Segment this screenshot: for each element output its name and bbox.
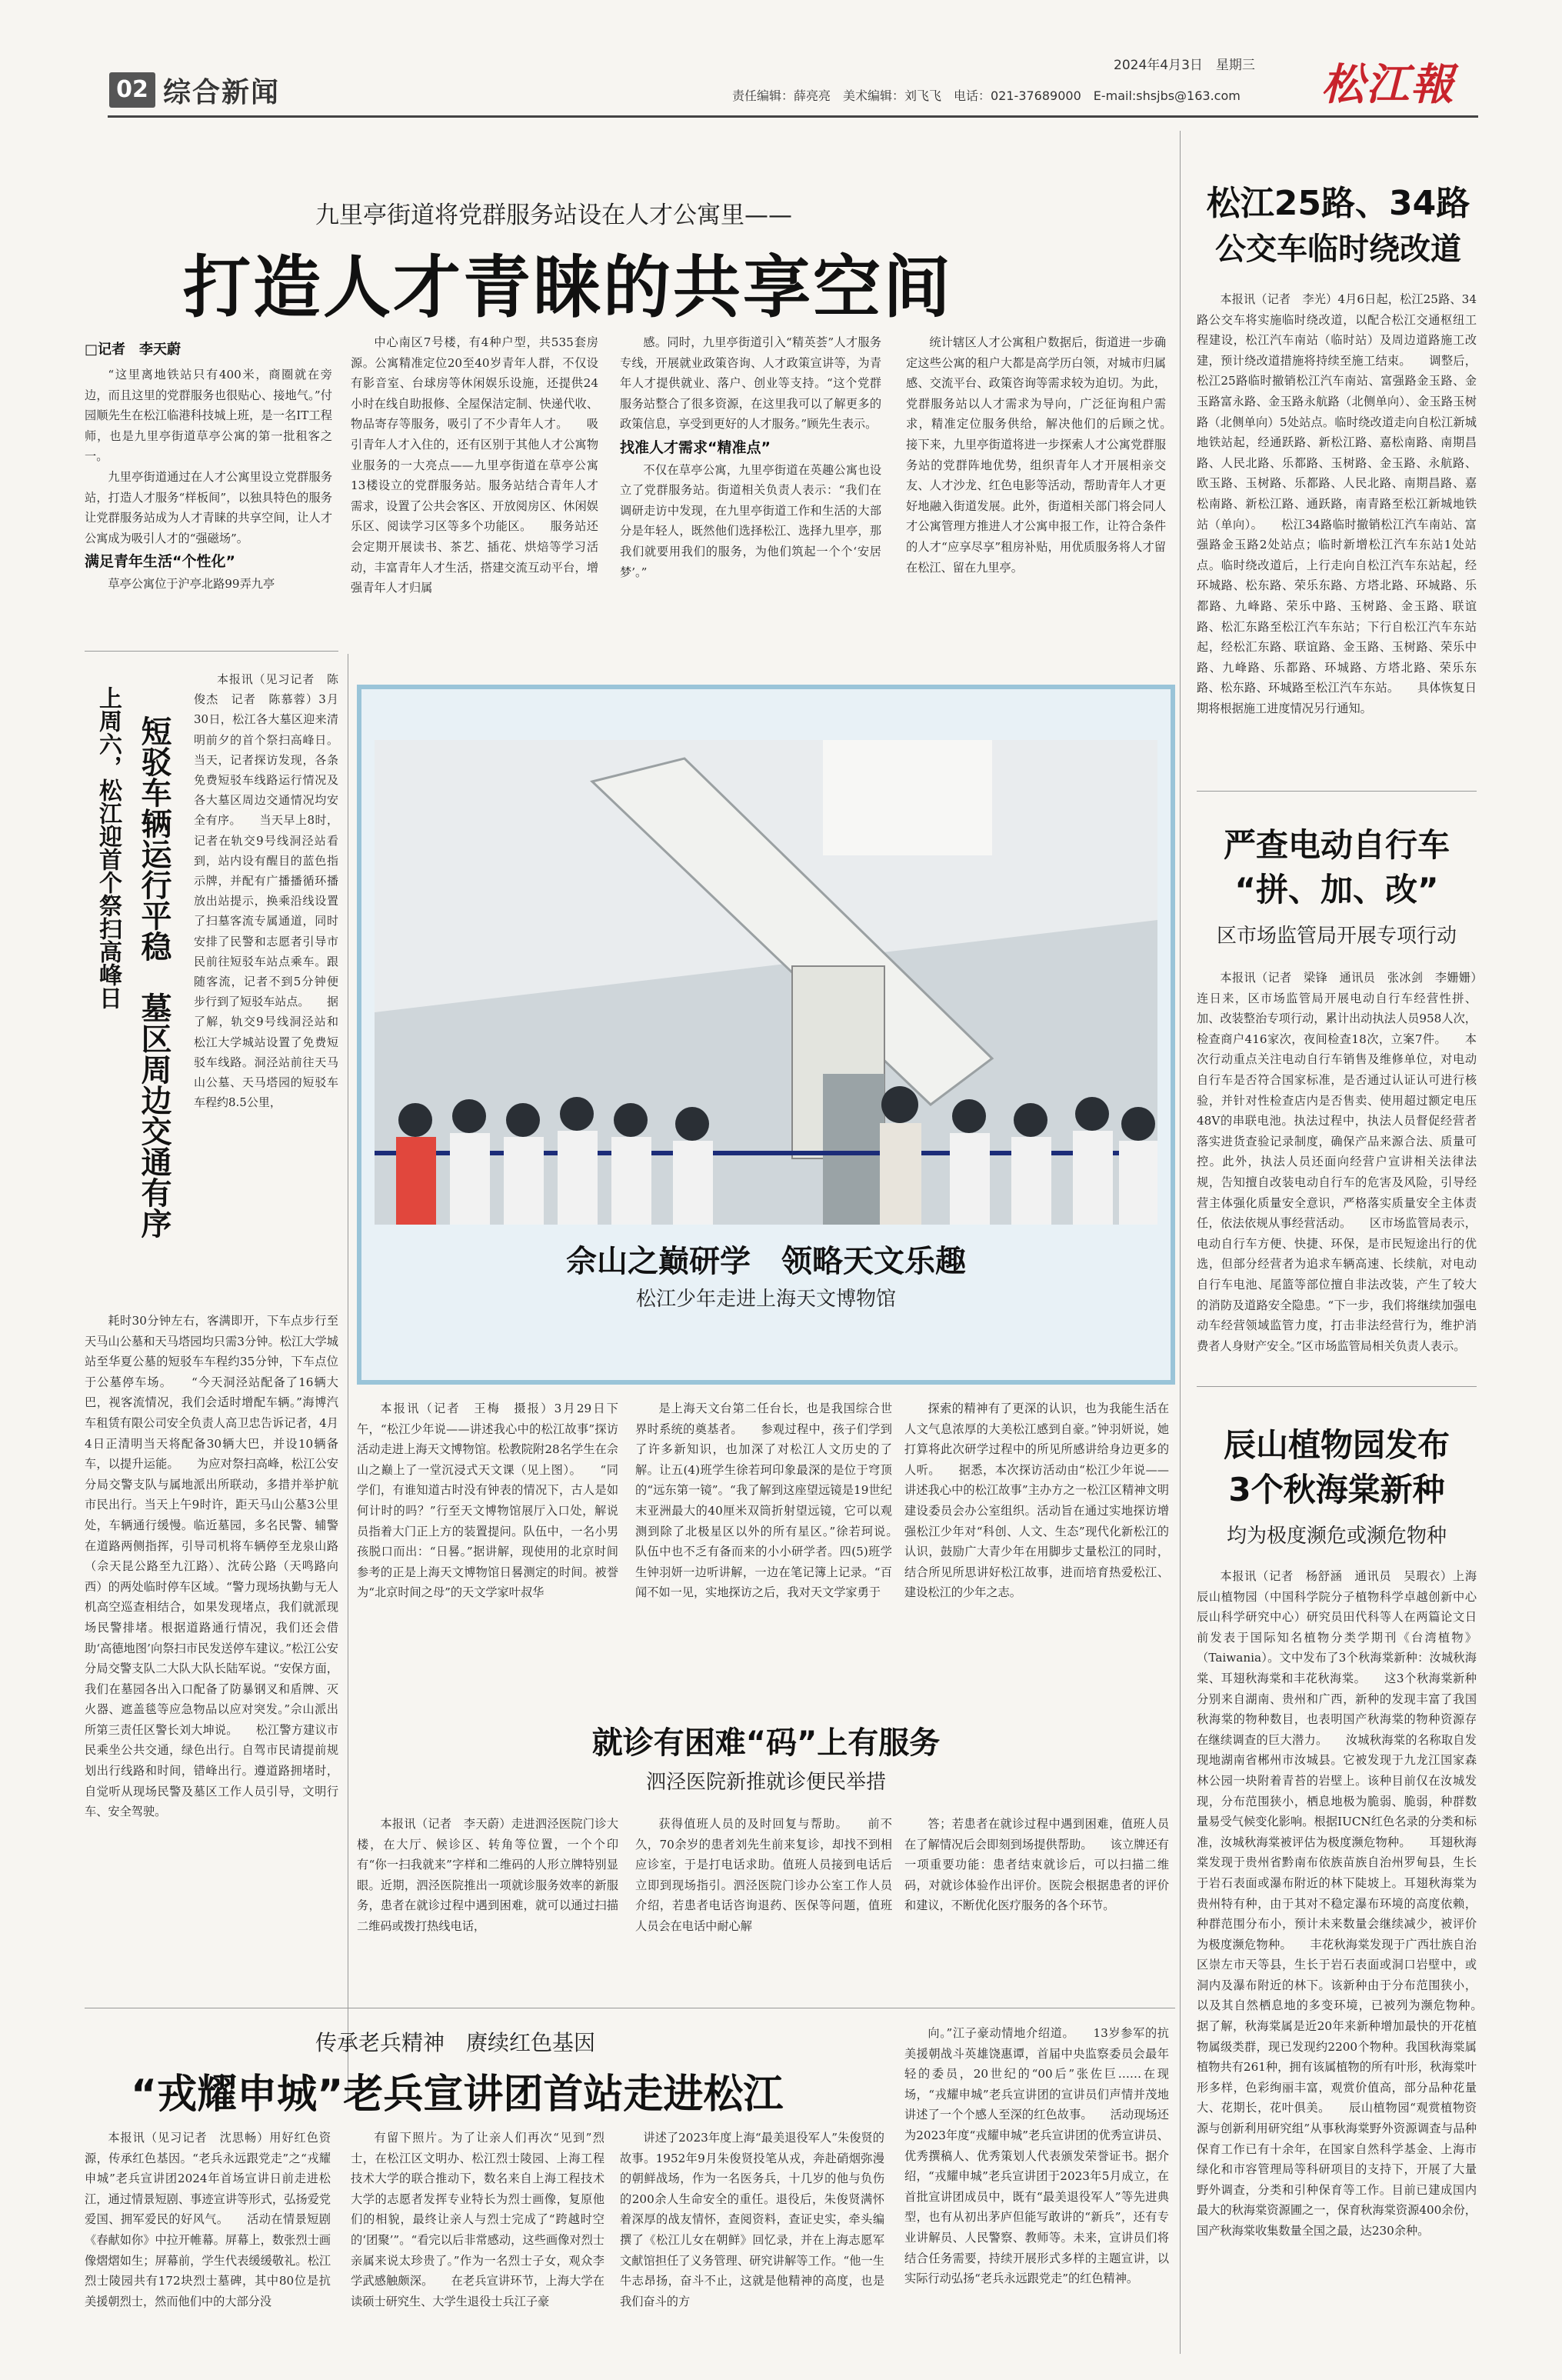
a1-para-2: 九里亭街道通过在人才公寓里设立党群服务站，打造人才服务“样板间”，以独具特色的服务让党群服务站成为人才青睐的共享空间，让人才公寓成为吸引人才的“强磁场”。 — [85, 469, 332, 545]
a7-top-rule — [1197, 1386, 1477, 1387]
student-head — [675, 1107, 709, 1141]
a4-column-1 — [357, 1398, 618, 1691]
a8-headline: “戎耀申城”老兵宣讲团首站走进松江 — [131, 2072, 784, 2118]
a3-vertical-title: 上周六，松江迎首个祭扫高峰日 — [95, 686, 122, 1009]
student-shirt — [1119, 1141, 1157, 1225]
student-shirt — [504, 1137, 544, 1225]
student-head — [614, 1103, 648, 1137]
a8-kicker: 传承老兵精神 赓续红色基因 — [315, 2030, 596, 2055]
a4-headline: 佘山之巅研学 领略天文乐趣 — [566, 1244, 966, 1279]
student-head — [1075, 1097, 1109, 1131]
a5-column-3 — [904, 1814, 1169, 1998]
a7-body — [1197, 1566, 1477, 2351]
dome-slit — [823, 740, 992, 855]
a4-c2-text: 是上海天文台第二任台长，也是我国综合世界时系统的奠基者。 参观过程中，孩子们学到了许多新知识，也加深了对松江人文历史的了解。让五(4)班学生徐若珂印象最深的是位于穹顶的“远东第一镜”。“我了解到这座望远镜是19世纪末亚洲最大的40厘米双筒折射望远镜，它可以观测到除了北极星区以外的所有星区。”徐若珂说。 队伍中也不乏有备而来的小小研学者。四(5)班学生钟羽妍一边听讲解，一边在笔记簿上记录。“百闻不如一见，实地探访之后，我对天文学家勇于 — [635, 1402, 892, 1600]
telescope-pier — [823, 1074, 884, 1225]
newspaper-logo: 松江報 — [1321, 59, 1455, 110]
student-head — [1014, 1103, 1047, 1137]
student-head — [1121, 1107, 1155, 1141]
a5-c3-text: 答；若患者在就诊过程中遇到困难，值班人员在了解情况后会即刻到场提供帮助。 该立牌还有一项重要功能：患者结束就诊后，可以扫描二维码，对就诊体验作出评价。医院会根据患者的评价和建议，不断优化医疗服务的各个环节。 — [904, 1817, 1169, 1913]
masthead-rule — [108, 115, 1478, 118]
a8-column-4 — [904, 2023, 1169, 2358]
a8-c3-text: 讲述了2023年度上海“最美退役军人”朱俊贤的故事。1952年9月朱俊贤投笔从戎，奔赴硝烟弥漫的朝鲜战场，作为一名医务兵，十几岁的他与负伤的200余人生命安全的重任。退役后，朱俊贤满怀着深厚的战友情怀，查阅资料，查证史实，牵头编撰了《松江儿女在朝鲜》回忆录，并在上海志愿军文献馆担任了义务管理、研究讲解等工作。“他一生牛志昂扬，奋斗不止，这就是他精神的高度，也是我们奋斗的方 — [620, 2131, 884, 2308]
a1-col2-text: 中心南区7号楼，有4种户型，共535套房源。公寓精准定位20至40岁青年人群，不仅设有影音室、台球房等休闲娱乐设施，还提供24小时在线自助报修、全屋保洁定制、快递代收、物品寄存等服务，吸引了不少青年人才。 吸引青年人才入住的，还有区别于其他人才公寓物业服务的一大亮点——九里亭街道在草亭公寓13楼设立的党群服务站。服务站结合青年人才需求，设置了公共会客区、开放阅房区、休闲娱乐区、阅读学习区等多个功能区。 服务站还会定期开展读书、茶艺、插花、烘焙等学习活动，丰富青年人才生活，搭建交流互动平台，增强青年人才归属 — [351, 335, 598, 595]
a8-c2-text: 有留下照片。为了让亲人们再次“见到”烈士，在松江区文明办、松江烈士陵园、上海工程技术大学的联合推动下，数名来自上海工程技术大学的志愿者发挥专业特长为烈士画像，复原他们的相貌，最终让亲人与烈士完成了“跨越时空的‘团聚’”。“看完以后非常感动，这些画像对烈士亲属来说太珍贵了。”作为一名烈士子女，观众李学武感触颇深。 在老兵宣讲环节，上海大学在读硕士研究生、大学生退役士兵江子豪 — [351, 2131, 604, 2308]
a3-rest-text: 耗时30分钟左右，客满即开，下车点步行至天马山公墓和天马塔园均只需3分钟。松江大学城站至华夏公墓的短驳车车程约35分钟，下车点位于公墓停车场。 “今天洞泾站配备了16辆大巴，视客流情况，我们会适时增配车辆。”海博汽车租赁有限公司安全负责人高卫忠告诉记者，4月4日正清明当天将配备30辆大巴，并设10辆备车，以提升运能。 为应对祭扫高峰，松江公安分局交警支队与属地派出所联动，多措并举护航市民出行。当天上午9时许，距天马山公墓3公里处，车辆通行缓慢。临近墓园，多名民警、辅警在道路两侧指挥，引导司机将车辆停至龙泉山路（佘天昆公路至九江路）、沈砖公路（天鸣路向西）的两处临时停车区域。“警力现场执勤与无人机高空巡查相结合，如果发现堵点，我们就派现场民警排堵。根据道路通行情况，我们还会借助‘高德地图’向祭扫市民发送停车建议。”松江公安分局交警支队二大队大队长陆军说。“安保方面，我们在墓园各出入口配备了防暴钢叉和盾牌、灭火器、遮盖毯等应急物品以应对突发。”佘山派出所第三责任区警长刘大坤说。 松江警方建议市民乘坐公共交通，绿色出行。自驾市民请提前规划出行线路和时间，错峰出行。遵道路拥堵时，自觉听从现场民警及墓区工作人员引导，文明行车、安全驾驶。 — [85, 1314, 338, 1819]
a5-column-2 — [635, 1814, 892, 1998]
a3-top-rule — [85, 651, 338, 652]
a2-headline-2: 公交车临时绕改道 — [1215, 232, 1461, 267]
student-head — [506, 1103, 540, 1137]
a1-para-1: “这里离地铁站只有400米，商圈就在旁边，而且这里的党群服务也很贴心、接地气。”付园顺先生在松江临港科技城上班，是一名IT工程师，也是九里亭街道草亭公寓的第一批租客之一。 — [85, 368, 332, 464]
student-head — [398, 1103, 432, 1137]
a5-headline: 就诊有困难“码”上有服务 — [591, 1725, 941, 1761]
a5-column-1 — [357, 1814, 618, 1998]
student-head — [560, 1097, 594, 1131]
a4-column-3 — [904, 1398, 1169, 1691]
a7-text: 本报讯（记者 杨舒涵 通讯员 吴瑕衣）上海辰山植物园（中国科学院分子植物科学卓越创新中心辰山科学研究中心）研究员田代科等人在两篇论文日前发表于国际知名植物分类学期刊《台湾植物》（Taiwania）。文中发布了3个秋海棠新种：汝城秋海棠、耳翅秋海棠和丰花秋海棠。 这3个秋海棠新种分别来自湖南、贵州和广西，新种的发现丰富了我国秋海棠的物种数目，也表明国产秋海棠的物种资源存在继续调查的巨大潜力。 汝城秋海棠的名称取自发现地湖南省郴州市汝城县。它被发现于九龙江国家森林公园一块附着青苔的岩壁上。该种目前仅在汝城发现，分布范围狭小，栖息地极为脆弱、脆弱，种群数量易受气候变化影响。根据IUCN红色名录的分类和标准，汝城秋海棠被评估为极度濒危物种。 耳翅秋海棠发现于贵州省黔南布依族苗族自治州罗甸县，生长于岩石表面或瀑布附近的林下陡坡上。耳翅秋海棠为贵州特有种，由于其对不稳定瀑布环境的高度依赖，种群范围分布小，预计未来数量会继续减少，被评价为极度濒危物种。 丰花秋海棠发现于广西壮族自治区崇左市天等县，生长于岩石表面或洞口岩壁中，或洞内及瀑布附近的林下。该新种由于分布范围狭小，以及其自然栖息地的多变环境，已被列为濒危物种。 据了解，秋海棠属是近20年来新种增加最快的开花植物属级类群，现已发现约2200个物种。我国秋海棠属植物共有261种，拥有该属植物的所有叶形，秋海棠叶形多样，色彩绚丽丰富，观赏价值高，部分品种花量大、花期长，花叶俱美。 辰山植物园“观赏植物资源与创新利用研究组”从事秋海棠野外资源调查与品种保育工作已有十余年，在国家自然科学基金、上海市绿化和市容管理局等科研项目的支持下，开展了大量野外调查，分类和引种保育等工作。目前已建成国内最大的秋海棠资源圃之一，保育秋海棠资源400余份，国产秋海棠收集数量全国之最，达230余种。 — [1197, 1569, 1477, 2238]
right-column-divider — [1180, 131, 1181, 2354]
issue-date: 2024年4月3日 星期三 — [1114, 58, 1255, 73]
student-shirt — [673, 1141, 713, 1225]
a1-subhead-2: 找准人才需求“精准点” — [620, 438, 771, 456]
a6-body — [1197, 968, 1477, 1352]
student-shirt — [450, 1133, 490, 1225]
a4-photo-frame — [357, 685, 1175, 1385]
a4-column-2 — [635, 1398, 892, 1691]
a1-col4-text: 统计辖区人才公寓租户数据后，街道进一步确定这些公寓的租户大都是高学历白领，对城市归属感、交流平台、政策咨询等需求较为迫切。为此，党群服务站以人才需求为导向，广泛征询租户需求，精准定位服务供给，解决他们的后顾之忧。 接下来，九里亭街道将进一步探索人才公寓党群服务站的党群阵地优势，组织青年人才开展相亲交友、人才沙龙、红色电影等活动，帮助青年人才更好地融入街道发展。此外，街道相关部门将会同人才公寓管理方推进人才公寓申报工作，让符合条件的人才“应享尽享”租房补贴，用优质服务将人才留在松江、留在九里亭。 — [906, 335, 1166, 575]
a3-vertical-title-2: 短驳车辆运行平稳 墓区周边交通有序 — [136, 715, 172, 1238]
a2-text: 本报讯（记者 李光）4月6日起，松江25路、34路公交车将实施临时绕改道，以配合松江交通枢纽工程建设，松江汽车南站（临时站）及周边道路施工改建，预计绕改道措施将持续至施工结束。 调整后，松江25路临时撤销松江汽车南站、富强路金玉路、金玉路富永路、金玉路永航路（北侧单向）、金玉路玉树路（北侧单向）5处站点。临时绕改道走向自松江新城地铁站起，经通跃路、新松江路、嘉松南路、南期昌路、人民北路、乐都路、玉树路、金玉路、永航路、欧玉路、玉树路、乐都路、人民北路、南期昌路、嘉松南路、新松江路、通跃路，南青路至松江新城地铁站（单向）。 松江34路临时撤销松江汽车南站、富强路金玉路2处站点；临时新增松江汽车东站1处站点。临时绕改道后，上行走向自松江汽车东站起，经环城路、松东路、荣乐东路、方塔北路、环城路、乐都路、九峰路、荣乐中路、玉树路、金玉路、联谊路、松汇东路至松江汽车东站；下行自松江汽车东站起，经松汇东路、联谊路、金玉路、玉树路、荣乐中路、九峰路、乐都路、环城路、方塔北路、荣乐东路、松东路、环城路至松江汽车东站。 具体恢复日期将根据施工进度情况另行通知。 — [1197, 292, 1477, 715]
a2-body — [1197, 289, 1477, 766]
a8-column-3 — [620, 2128, 884, 2358]
a4-subtitle: 松江少年走进上海天文博物馆 — [635, 1288, 896, 1311]
a1-kicker: 九里亭街道将党群服务站设在人才公寓里—— — [315, 202, 792, 229]
a3-lead — [194, 669, 338, 1308]
a6-headline: 严查电动自行车 — [1223, 826, 1450, 864]
a6-text: 本报讯（记者 梁锋 通讯员 张冰剑 李姗姗）连日来，区市场监管局开展电动自行车经营性拼、加、改装整治专项行动，累计出动执法人员958人次，检查商户416家次，夜间检查18次，立案7件。 本次行动重点关注电动自行车销售及维修单位，对电动自行车是否符合国家标准，是否通过认证认可进行核验，并针对性检查店内是否售卖、使用超过额定电压48V的串联电池。执法过程中，执法人员督促经营者落实进货查验记录制度，确保产品来源合法、质量可控。此外，执法人员还面向经营户宣讲相关法律法规，告知擅自改装电动自行车的危害及风险，引导经营主体强化质量安全意识，严格落实质量安全主体责任，依法依规从事经营活动。 区市场监管局表示，电动自行车方便、快捷、环保，是市民短途出行的优选，但部分经营者为追求车辆高速、长续航，对电动自行车电池、尾篮等部位擅自非法改装，产生了较大的消防及道路安全隐患。“下一步，我们将继续加强电动车经营领域监管力度，打击非法经营行为，维护消费者人身财产安全。”区市场监管局相关负责人表示。 — [1197, 971, 1477, 1352]
a1-headline: 打造人才青睐的共享空间 — [183, 248, 954, 327]
a2-headline: 松江25路、34路 — [1206, 184, 1470, 223]
a8-column-2 — [351, 2128, 604, 2358]
student-shirt — [558, 1131, 598, 1225]
a5-c2-text: 获得值班人员的及时回复与帮助。 前不久，70余岁的患者刘先生前来复诊，却找不到相应诊室，于是打电话求助。值班人员接到电话后立即到现场指引。泗泾医院门诊办公室工作人员介绍，若患者电话咨询退药、医保等问题，值班人员会在电话中耐心解 — [635, 1817, 892, 1933]
student-shirt — [1011, 1137, 1051, 1225]
a7-headline: 辰山植物园发布 — [1223, 1426, 1450, 1464]
a8-column-1 — [85, 2128, 331, 2358]
a6-headline-2: “拼、加、改” — [1234, 871, 1439, 908]
a1-column-4 — [906, 332, 1166, 625]
a6-top-rule — [1197, 791, 1477, 792]
a4-c1-text: 本报讯（记者 王梅 摄报）3月29日下午，“松江少年说——讲述我心中的松江故事”探访活动走进上海天文博物馆。松教院附28名学生在佘山之巅上了一堂沉浸式天文课（见上图）。 “同学们，有谁知道古时没有钟表的情况下，古人是如何计时的吗？”行至天文博物馆展厅入口处，解说员指着大门正上方的装置提问。队伍中，一名小男孩脱口而出：“日晷。”据讲解，现使用的北京时间参考的正是上海天文博物馆日晷测定的时间。被誉为“北京时间之母”的天文学家叶叔华 — [357, 1402, 618, 1600]
page-number-badge: 02 — [109, 72, 155, 108]
student-head — [952, 1099, 986, 1133]
a8-c4-text: 向。”江子豪动情地介绍道。 13岁参军的抗美援朝战斗英雄饶惠谭，首届中央监察委员会最年轻的委员，20世纪的“00后”张佐巨……在现场，“戎耀申城”老兵宣讲团的宣讲员们声情并茂地讲述了一个个感人至深的红色故事。 活动现场还为2023年度“戎耀申城”老兵宣讲团的优秀宣讲员、优秀撰稿人、优秀策划人代表颁发荣誉证书。据介绍，“戎耀申城”老兵宣讲团于2023年5月成立，在首批宣讲团成员中，既有“最美退役军人”等先进典型，也有从初出茅庐但能写敢讲的“新兵”，还有专业讲解员、人民警察、教师等。未来，宣讲员们将结合任务需要，持续开展形式多样的主题宣讲，以实际行动弘扬“老兵永远跟党走”的红色精神。 — [904, 2026, 1169, 2286]
a5-c1-text: 本报讯（记者 李天蔚）走进泗泾医院门诊大楼，在大厅、候诊区、转角等位置，一个个印有“你一扫我就来”字样和二维码的人形立牌特别显眼。近期，泗泾医院推出一项就诊服务效率的新服务，患者在就诊过程中遇到困难，就可以通过扫描二维码或拨打热线电话， — [357, 1817, 618, 1933]
a3-rest — [85, 1311, 338, 2088]
student-shirt — [1073, 1131, 1113, 1225]
guide-coat — [880, 1123, 921, 1225]
a1-col3b-text: 不仅在草亭公寓，九里亭街道在英趣公寓也设立了党群服务站。街道相关负责人表示：“我们在调研走访中发现，在九里亭街道工作和生活的大部分是年轻人，既然他们选择松江、选择九里亭，那我们就要用我们的服务，为他们筑起一个个‘安居梦’。” — [620, 462, 881, 579]
a7-subtitle: 均为极度濒危或濒危物种 — [1226, 1525, 1447, 1548]
guide-head — [881, 1086, 918, 1123]
a4-c3-text: 探索的精神有了更深的认识，也为我能生活在人文气息浓厚的大美松江感到自豪。”钟羽妍说，她打算将此次研学过程中的所见所感讲给身边更多的人听。 据悉，本次探访活动由“松江少年说——讲述我心中的松江故事”主办方之一松江区精神文明建设委员会办公室组织。活动旨在通过实地探访增强松江少年对“科创、人文、生态”现代化新松江的认识，鼓励广大青少年在用脚步丈量松江的同时，结合所见所思讲好松江故事，进而培育热爱松江、建设松江的少年之志。 — [904, 1402, 1169, 1600]
section-title: 综合新闻 — [163, 77, 281, 108]
a1-column-3 — [620, 332, 881, 625]
a6-subtitle: 区市场监管局开展专项行动 — [1216, 925, 1457, 948]
a7-headline-2: 3个秋海棠新种 — [1228, 1471, 1445, 1508]
editor-credits: 责任编辑：薛亮亮 美术编辑：刘飞飞 电话：021-37689000 E-mail:shsjbs@163.com — [732, 88, 1241, 103]
a1-para-3: 草亭公寓位于沪亭北路99弄九亭 — [108, 576, 275, 591]
a1-column-2 — [351, 332, 598, 625]
a1-subhead-1: 满足青年生活“个性化” — [85, 553, 235, 571]
a8-c1-text: 本报讯（见习记者 沈思畅）用好红色资源，传承红色基因。“老兵永远跟党走”之“戎耀申城”老兵宣讲团2024年首场宣讲日前走进松江，通过情景短剧、事迹宣讲等形式，弘扬爱党爱国、拥军爱民的好风气。 活动在情景短剧《春献如你》中拉开帷幕。屏幕上，数张烈士画像熠熠如生；屏幕前，学生代表缓缓敬礼。松江烈士陵园共有172块烈士墓碑，其中80位是抗美援朝烈士，然而他们中的大部分没 — [85, 2131, 331, 2308]
student-head — [452, 1099, 486, 1133]
student-scarf — [396, 1137, 436, 1225]
a5-subtitle: 泗泾医院新推就诊便民举措 — [645, 1771, 886, 1794]
a3-lead-text: 本报讯（见习记者 陈俊杰 记者 陈慕蓉）3月30日，松江各大墓区迎来清明前夕的首个祭扫高峰日。当天，记者探访发现，各条免费短驳车线路运行情况及各大墓区周边交通情况均安全有序。 当天早上8时，记者在轨交9号线洞泾站看到，站内设有醒目的蓝色指示牌，并配有广播播循环播放出站提示，换乘沿线设置了扫墓客流专属通道，同时安排了民警和志愿者引导市民前往短驳车站点乘车。跟随客流，记者不到5分钟便步行到了短驳车站点。 据了解，轨交9号线洞泾站和松江大学城站设置了免费短驳车线路。洞泾站前往天马山公墓、天马塔园的短驳车车程约8.5公里， — [194, 672, 338, 1110]
a1-col3-text: 感。同时，九里亭街道引入“精英荟”人才服务专线，开展就业政策咨询、人才政策宣讲等，为青年人才提供就业、落户、创业等支持。“这个党群服务站整合了很多资源，在这里我可以了解更多的政策信息，享受到更好的人才服务。”顾先生表示。 — [620, 335, 881, 432]
a1-column-1 — [85, 365, 332, 649]
student-shirt — [611, 1137, 651, 1225]
student-shirt — [950, 1133, 990, 1225]
a1-byline: □记者 李天蔚 — [85, 342, 182, 358]
